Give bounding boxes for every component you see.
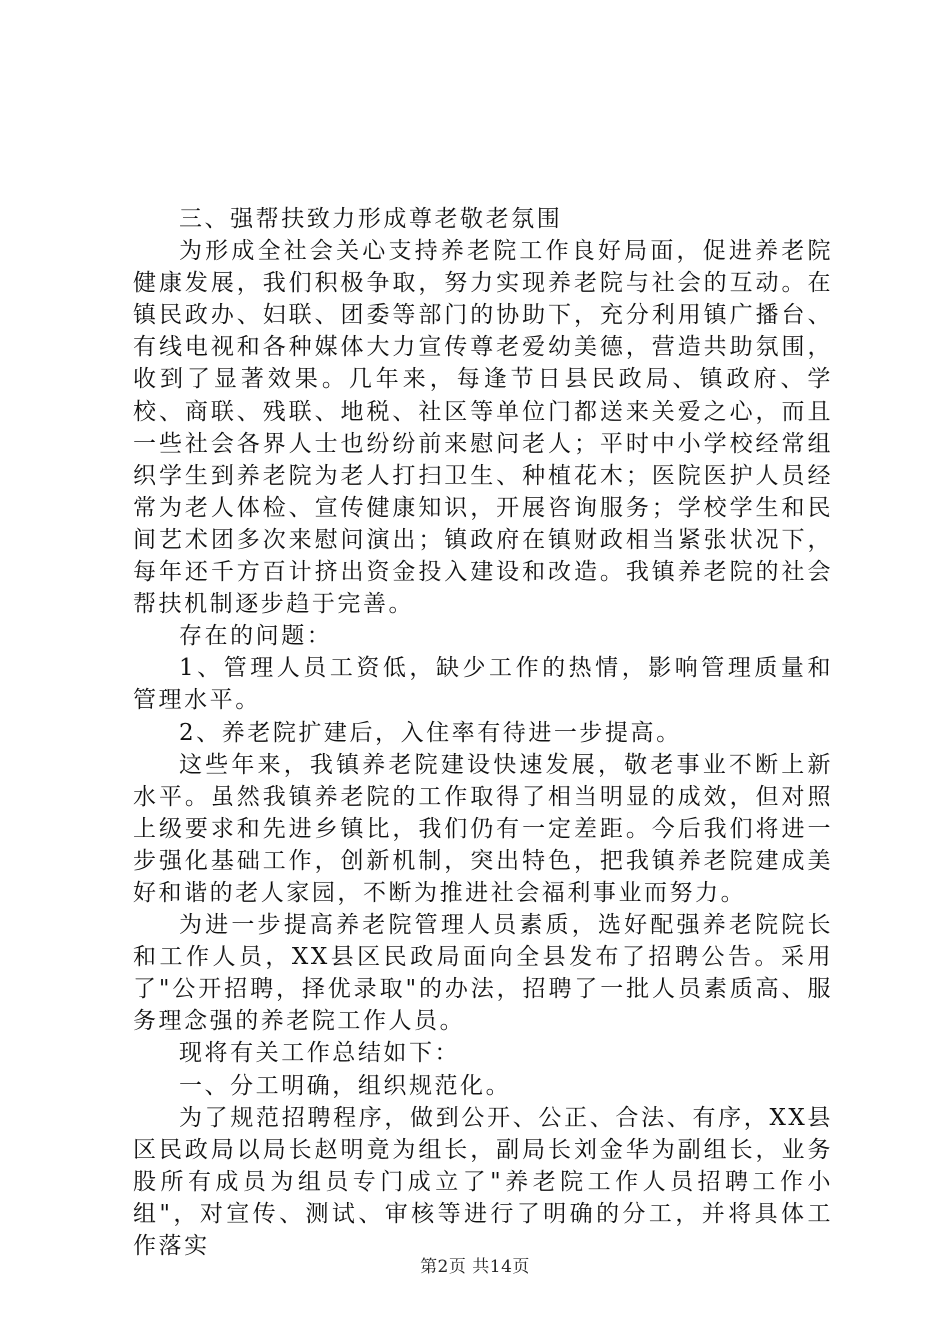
issue-item-1: 1、管理人员工资低，缺少工作的热情，影响管理质量和管理水平。 bbox=[133, 655, 833, 714]
issues-heading: 存在的问题： bbox=[179, 623, 333, 650]
paragraph-conclusion: 这些年来，我镇养老院建设快速发展，敬老事业不断上新水平。虽然我镇养老院的工作取得了相当明显的成效，但对照上级要求和先进乡镇比，我们仍有一定差距。今后我们将进一步强化基础工作，创新机制，突出特色，把我镇养老院建成美好和谐的老人家园，不断为推进社会福利事业而努力。 bbox=[133, 751, 833, 906]
summary-intro: 现将有关工作总结如下： bbox=[179, 1040, 461, 1067]
document-body bbox=[133, 203, 833, 1262]
section-heading-1: 一、分工明确，组织规范化。 bbox=[179, 1072, 512, 1099]
paragraph-recruitment-process: 为了规范招聘程序，做到公开、公正、合法、有序，XX县区民政局以局长赵明竟为组长，副局长刘金华为副组长，业务股所有成员为组员专门成立了"养老院工作人员招聘工作小组"，对宣传、测试、审核等进行了明确的分工，并将具体工作落实 bbox=[133, 1104, 833, 1259]
section-heading-3: 三、强帮扶致力形成尊老敬老氛围 bbox=[179, 206, 563, 232]
paragraph-social-support: 为形成全社会关心支持养老院工作良好局面，促进养老院健康发展，我们积极争取，努力实现养老院与社会的互动。在镇民政办、妇联、团委等部门的协助下，充分利用镇广播台、有线电视和各种媒体大力宣传尊老爱幼美德，营造共助氛围，收到了显著效果。几年来，每逢节日县民政局、镇政府、学校、商联、残联、地税、社区等单位门都送来关爱之心，而且一些社会各界人士也纷纷前来慰问老人；平时中小学校经常组织学生到养老院为老人打扫卫生、种植花木；医院医护人员经常为老人体检、宣传健康知识，开展咨询服务；学校学生和民间艺术团多次来慰问演出；镇政府在镇财政相当紧张状况下，每年还千方百计挤出资金投入建设和改造。我镇养老院的社会帮扶机制逐步趋于完善。 bbox=[133, 238, 833, 618]
paragraph-recruitment: 为进一步提高养老院管理人员素质，选好配强养老院院长和工作人员，XX县区民政局面向全县发布了招聘公告。采用了"公开招聘，择优录取"的办法，招聘了一批人员素质高、服务理念强的养老院工作人员。 bbox=[133, 912, 833, 1035]
issue-item-2: 2、养老院扩建后，入住率有待进一步提高。 bbox=[179, 719, 682, 746]
page-footer: 第2页 共14页 bbox=[420, 1257, 530, 1277]
